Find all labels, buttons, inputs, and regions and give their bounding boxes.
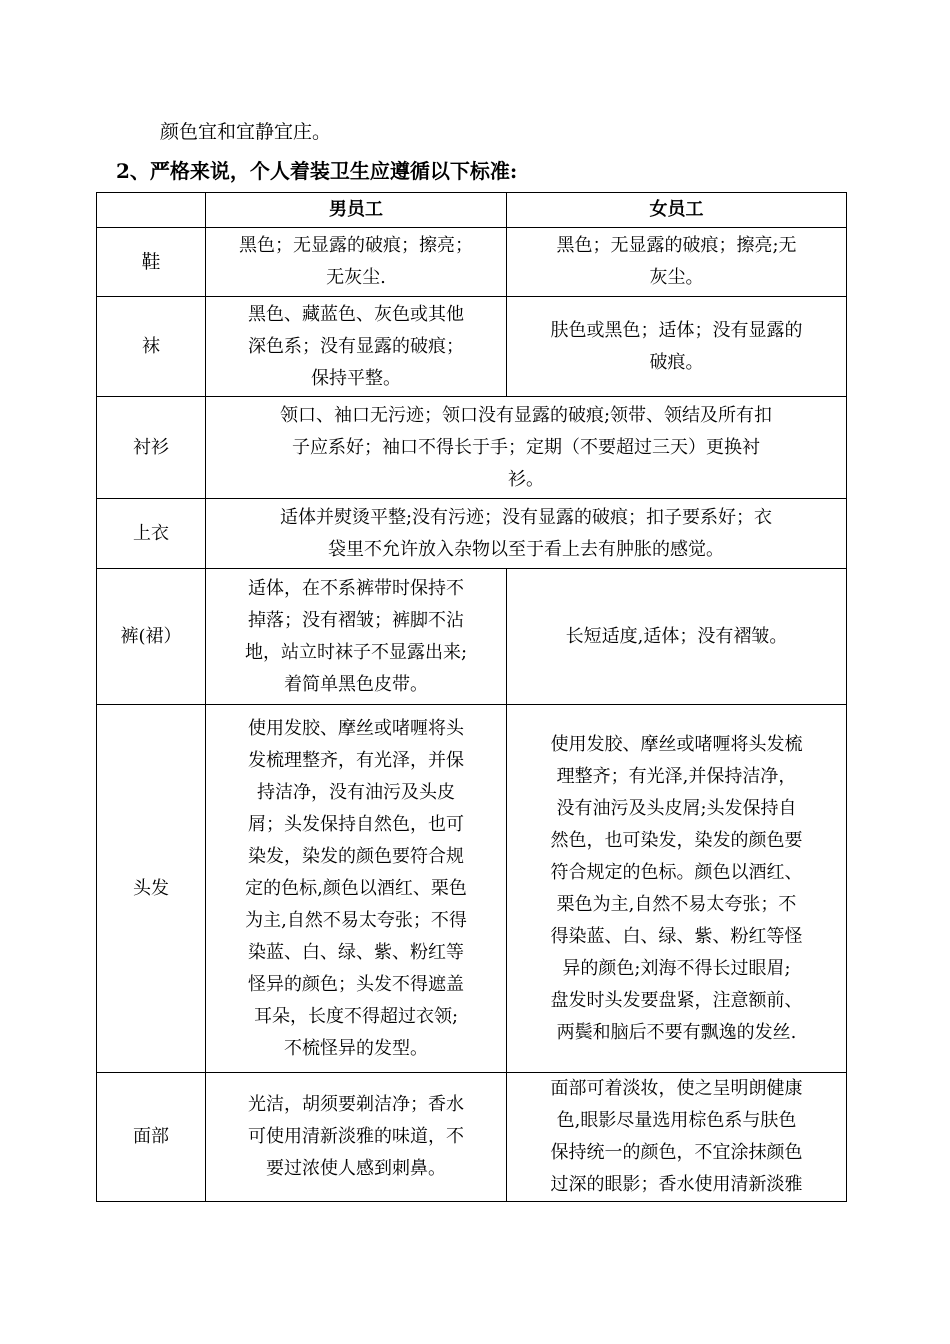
- socks-male-cell: 黑色、藏蓝色、灰色或其他 深色系；没有显露的破痕； 保持平整。: [206, 297, 507, 397]
- shirt-all-cell: 领口、袖口无污迹；领口没有显露的破痕;领带、领结及所有扣 子应系好；袖口不得长于手；定期（不要超过三天）更换衬 衫。: [206, 397, 847, 499]
- table-header-row: [97, 193, 847, 228]
- jacket-all-cell: 适体并熨烫平整;没有污迹；没有显露的破痕；扣子要系好；衣 袋里不允许放入杂物以至于看上去有肿胀的感觉。: [206, 499, 847, 569]
- row-label-pants: 裤(裙）: [97, 569, 206, 705]
- face-male-cell: 光洁，胡须要剃洁净；香水 可使用清新淡雅的味道，不 要过浓使人感到刺鼻。: [206, 1073, 507, 1202]
- pants-male-cell: 适体，在不系裤带时保持不 掉落；没有褶皱；裤脚不沾 地，站立时袜子不显露出来; 着简单黑色皮带。: [206, 569, 507, 705]
- row-label-hair: 头发: [97, 705, 206, 1073]
- dress-standard-table: [96, 192, 847, 1202]
- row-label-socks: 袜: [97, 297, 206, 397]
- row-label-shoes: 鞋: [97, 228, 206, 297]
- header-corner: [97, 193, 206, 228]
- face-female-cell: 面部可着淡妆，使之呈明朗健康 色,眼影尽量选用棕色系与肤色 保持统一的颜色，不宜涂抹颜色 过深的眼影；香水使用清新淡雅: [507, 1073, 847, 1202]
- socks-female-cell: 肤色或黑色；适体；没有显露的 破痕。: [507, 297, 847, 397]
- table-row: [97, 1073, 847, 1202]
- row-label-jacket: 上衣: [97, 499, 206, 569]
- table-row: [97, 499, 847, 569]
- row-label-shirt: 衬衫: [97, 397, 206, 499]
- shoes-female-cell: 黑色；无显露的破痕；擦亮;无 灰尘。: [507, 228, 847, 297]
- hair-female-cell: 使用发胶、摩丝或啫喱将头发梳 理整齐；有光泽,并保持洁净， 没有油污及头皮屑;头发保持自 然色，也可染发，染发的颜色要 符合规定的色标。颜色以酒红、 栗色为主,自然不易太夸张；不 得染蓝、白、绿、紫、粉红等怪 异的颜色;刘海不得长过眼眉; 盘发时头发要盘紧，注意额前、 两鬓和脑后不要有飘逸的发丝.: [507, 705, 847, 1073]
- table-row: [97, 705, 847, 1073]
- row-label-face: 面部: [97, 1073, 206, 1202]
- table-row: [97, 228, 847, 297]
- header-male: 男员工: [206, 193, 507, 228]
- header-female: 女员工: [507, 193, 847, 228]
- pants-female-cell: 长短适度,适体；没有褶皱。: [507, 569, 847, 705]
- table-row: [97, 297, 847, 397]
- hair-male-cell: 使用发胶、摩丝或啫喱将头 发梳理整齐，有光泽，并保 持洁净，没有油污及头皮 屑；头发保持自然色，也可 染发，染发的颜色要符合规 定的色标,颜色以酒红、栗色 为主,自然不易太夸张；不得 染蓝、白、绿、紫、粉红等 怪异的颜色；头发不得遮盖 耳朵，长度不得超过衣领; 不梳怪异的发型。: [206, 705, 507, 1073]
- table-row: [97, 569, 847, 705]
- table-row: [97, 397, 847, 499]
- section-heading: 2、严格来说，个人着装卫生应遵循以下标准:: [116, 159, 518, 183]
- shoes-male-cell: 黑色；无显露的破痕；擦亮； 无灰尘.: [206, 228, 507, 297]
- intro-line: 颜色宜和宜静宜庄。: [160, 121, 332, 143]
